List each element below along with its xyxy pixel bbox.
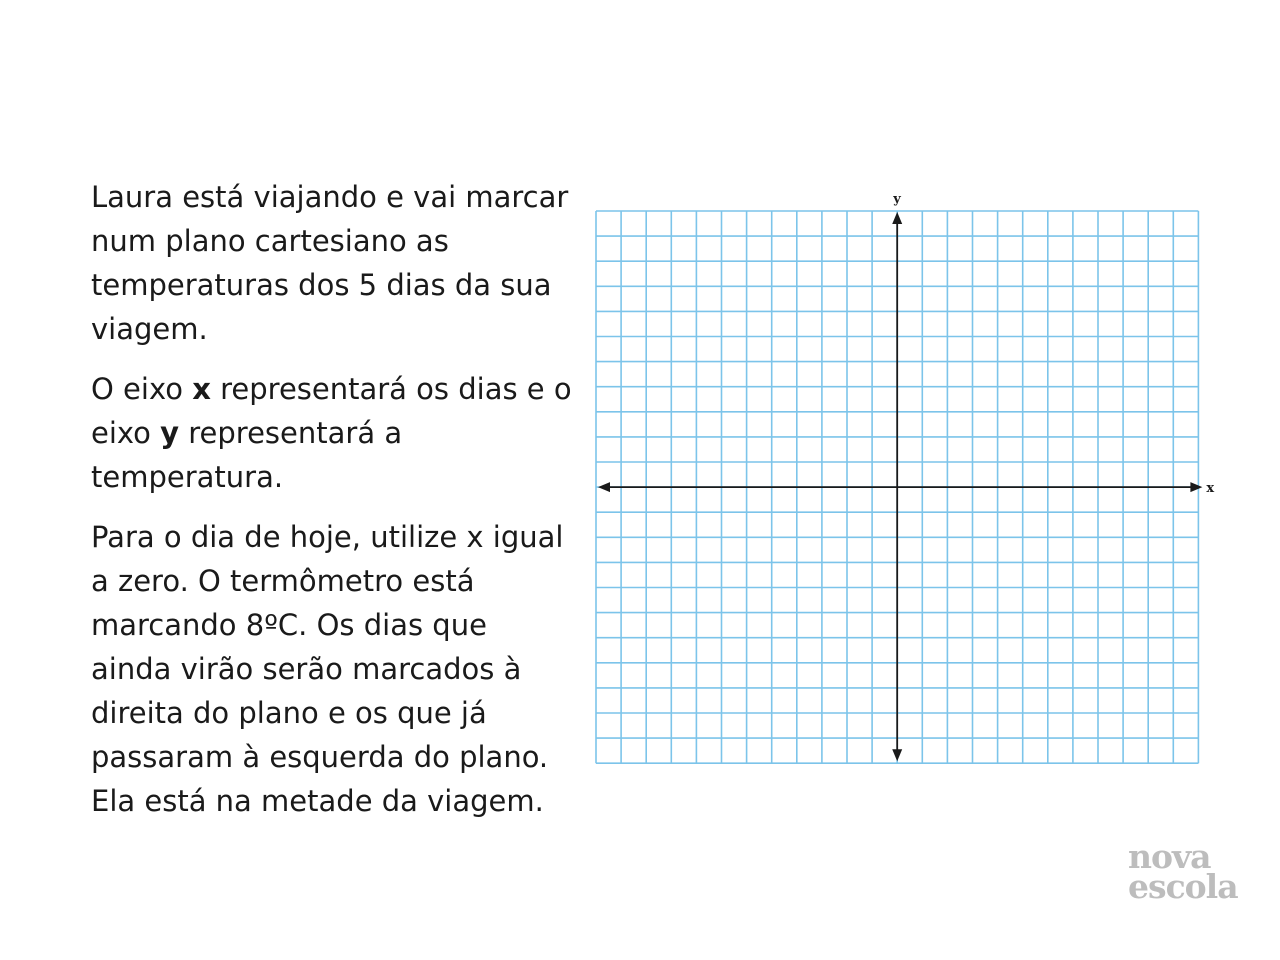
logo-line-escola: escola xyxy=(1128,867,1238,906)
cartesian-plane-svg xyxy=(590,190,1220,770)
axis-x-name: x xyxy=(192,372,211,406)
y-axis-label: y xyxy=(893,192,901,207)
y-axis-arrow-down xyxy=(892,749,902,761)
paragraph-instructions: Para o dia de hoje, utilize x igual a zero. O termômetro está marcando 8ºC. Os dias que ainda virão serão marcados à direita do plano e os que já passaram à esquerda do plano. Ela está na metade da viagem. xyxy=(91,520,564,818)
y-axis-arrow-up xyxy=(892,212,902,224)
axis-y-name: y xyxy=(160,416,180,450)
cartesian-plane xyxy=(590,190,1220,770)
x-axis-label: x xyxy=(1206,481,1215,497)
problem-text xyxy=(91,175,573,839)
axes-text-prefix: O eixo xyxy=(91,372,193,406)
axes-text-suffix: representará a temperatura. xyxy=(91,416,403,494)
x-axis-arrow-right xyxy=(1190,482,1202,492)
paragraph-axes xyxy=(91,367,573,499)
paragraph-intro: Laura está viajando e vai marcar num plano cartesiano as temperaturas dos 5 dias da sua viagem. xyxy=(91,180,569,346)
nova-escola-logo xyxy=(1128,837,1258,906)
x-axis-arrow-left xyxy=(598,482,610,492)
axes-text-middle: representará os dias e o eixo xyxy=(91,372,572,450)
logo-line-nova: nova xyxy=(1128,837,1211,876)
